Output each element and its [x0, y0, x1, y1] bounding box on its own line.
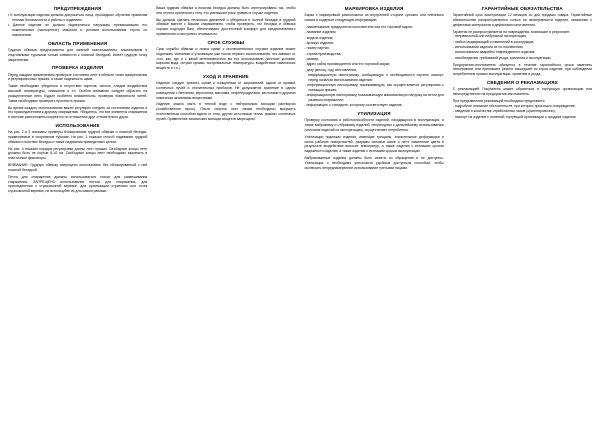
- list-item: - информационную пиктограмму, показывающую, как осуществляется регулировка с помощью пряжек;: [304, 83, 444, 92]
- marking-list: [305, 25, 444, 108]
- paragraph: Утилизации подлежат изделия, имеющие трещины, значительные деформации и износ рабочих поверхностей, разрывы силовых швов и лент, изменение цвета в результате воздействия высоких температур, а также изделия с истекшим сроком надежности изделия, а также изделия с истекшим сроком эксплуатации.: [304, 134, 444, 154]
- column-container: [8, 6, 592, 418]
- paragraph: ВНИМАНИЕ: Грудную обвязку запрещено использовать без сблокированной с ней поясной беседкой.: [8, 163, 148, 172]
- list-item: - дату (месяц, год) изготовления;: [304, 67, 357, 72]
- list-item: - использования изделия не по назначению;: [452, 45, 524, 50]
- column-1: [8, 6, 147, 418]
- section-heading-warnings: ПРЕДУПРЕЖДЕНИЯ: [53, 6, 102, 11]
- list-item: - адрес сайта производителя или его торговой марки;: [304, 62, 391, 67]
- claims-list: [453, 104, 592, 119]
- paragraph: С рекламацией Покупатель может обратиться в торгующую организацию или непосредственно на предприятие-изготовитель.: [452, 87, 592, 97]
- list-item: - подробное описание обстоятельств, при которых произошло повреждение;: [452, 103, 576, 108]
- list-item: - артикул изделия;: [304, 40, 334, 45]
- section-heading-claims: СВЕДЕНИЯ О РЕКЛАМАЦИЯХ: [486, 80, 558, 86]
- list-item: - номер партии;: [304, 46, 330, 51]
- list-item: - модель изделия;: [304, 35, 334, 40]
- list-item: - несоблюдения требований ухода, хранения и эксплуатации.: [452, 55, 552, 60]
- paragraph: Изделие следует хранить сухим и очищенным от загрязнений, вдали от прямых солнечных лучей и отопительных приборов. Не допускается хранение в одном помещении с бензином, керосином, маслами, нефтепродуктами, кислотами и другими химически активными веществами.: [156, 81, 296, 100]
- section-heading-care-storage: УХОД И ХРАНЕНИЕ: [202, 74, 249, 80]
- section-heading-scope: ОБЛАСТЬ ПРИМЕНЕНИЯ: [47, 40, 108, 46]
- paragraph: Гарантия не распространяется на повреждения, возникшие в результате:: [452, 29, 571, 34]
- paragraph: При предъявлении рекламаций необходимо представить:: [452, 99, 546, 104]
- paragraph: На рис. 2 и 3 показаны примеры блокирования грудной обвязки и поясной беседки, применяемые в спортивном туризме. На рис. 1 показан способ надевания грудной обвязки и поясных беседок и также надевания приведенных целом.: [8, 130, 148, 144]
- section-heading-disposal: УТИЛИЗАЦИЯ: [357, 111, 391, 117]
- paragraph: • К эксплуатации изделия должны допускаться лица, прошедшие обучение правилам техники безопасности и работы с изделием.: [8, 13, 148, 22]
- list-item: - размер;: [304, 56, 320, 61]
- paragraph: Изделие можно мыть в теплой воде с нейтральным моющим раствором (хозяйственное мыло). После очистки лист лямки необходимо высушить естественным способом вдали от огня, других источников тепла, прямых солнечных лучей. Применение химических моющих веществ запрещено!: [156, 102, 296, 121]
- list-item: - название изделия;: [304, 30, 337, 35]
- column-4: [453, 6, 592, 418]
- list-item: - информацию о стандарте, которому соответствует изделие.: [304, 103, 403, 108]
- list-item: - любых модификаций и изменений в конструкции;: [452, 39, 535, 44]
- column-3: [305, 6, 444, 418]
- paragraph: • Данное изделие не должно подвергаться нагрузкам, превышающим его номинальные (паспортные) значения и условия использования строго по назначению.: [8, 23, 148, 37]
- section-heading-inspection: ПРОВЕРКА ИЗДЕЛИЯ: [51, 65, 104, 71]
- paragraph: Во время каждого использования важно регулярно следить за состоянием изделия и его присоединением к другому снаряжению. Убедитесь, что все элементы снаряжения в системе расположены корректно по отношению друг относительно друга.: [8, 105, 148, 120]
- warnings-list: [8, 13, 147, 37]
- list-item: - наименование предприятия-изготовителя или его торговой марки;: [304, 24, 413, 29]
- list-item: - паспорт на изделие с отметкой торгующей организации о продаже изделия.: [452, 114, 577, 119]
- list-item: - информационную пиктограмму, показывающую максимальную нагрузку на петли для развески снаряжения;: [304, 93, 444, 102]
- list-item: - использования аварийно поврежденного изделия;: [452, 50, 536, 55]
- list-item: - сведения о количестве отработанных часов (ориентировочно);: [452, 109, 556, 114]
- list-item: - информационную пиктограмму, сообщающую о необходимости изучить паспорт перед началом использования изделия;: [304, 73, 444, 82]
- warranty-exclusions-list: [453, 34, 592, 60]
- paragraph: Срок службы обвязки и пояса сумки с исключительных случаях изделие может подлежать списанию и утилизации уже после первого использования, это зависит от того, как, где и с какой интенсивностью вы его использовали (жесткие условия, морская вода, острые кромки, экстремальные температуры, воздействие химических веществ и т.п.).: [156, 47, 296, 71]
- paragraph: Проверку состояния и работоспособности изделий, находящихся в эксплуатации, а также выбраковку и отбраковку изделий, непригодных к дальнейшему использованию (списание изделий из эксплуатации), осуществляет потребитель.: [304, 118, 444, 132]
- paragraph: Выбракованные изделия должны быть изъяты из обращения и не доступны. Утилизация и необходимо уничтожить удобным доступным способом, чтобы исключить непреднамеренное использование третьими лицами.: [304, 156, 444, 170]
- paragraph: Бирка с маркировкой расположена на внутренней стороне сухожно или плечевого охвата и содержит следующую информацию:: [304, 13, 444, 22]
- list-item: - страна производства;: [304, 51, 342, 56]
- paragraph: Гарантийный срок эксплуатации 12 месяцев со дня продажи товара. Гарантийные обязательства распространяются только на неисправности изделия, связанные с дефектами материалов и дефектами изготовления.: [452, 13, 592, 27]
- section-heading-warranty: ГАРАНТИЙНЫЕ ОБЯЗАТЕЛЬСТВА: [481, 6, 563, 11]
- column-2: [156, 6, 295, 418]
- paragraph: Петли для снаряжения должны использоваться только для развешивания снаряжения. ЗАПРЕЩЕНО использование петель для снаряжения, для присоединения к страховочной веревке, для организации страховки или точек страховочной веревки, не используйте их для самостраховки.: [8, 174, 148, 194]
- paragraph: На рис. 4 показан порядок регулировки длины лент пряжки. Свободные концы лент должны быть не короче 8-10 см. Свободные концы лент необходимо закрепить в эластичные фиксаторы.: [8, 146, 148, 161]
- section-heading-service-life: СРОК СЛУЖБЫ: [207, 39, 245, 45]
- paragraph: Ваша грудная обвязка и поясная беседка должны быть отрегулированы так, чтобы они плотно прилегали к телу, это уменьшает риск травмы в случае падения.: [156, 6, 296, 15]
- list-item: - неправильной или небрежной эксплуатации;: [452, 34, 527, 39]
- paragraph: Перед каждым применением проверьте состояние лент в области точек прикрепления и регулировочных пряжек, а также надежность швов.: [8, 72, 148, 82]
- section-heading-usage: ИСПОЛЬЗОВАНИЕ: [55, 122, 100, 128]
- paragraph: Грудная обвязка предназначена для занятий скалолазанием, альпинизмом и спортивными туризмом только совместно с поясной беседкой. Имеет грудную точку закрепления.: [8, 48, 148, 62]
- paragraph: Предприятие-изготовитель обязуется в течение гарантийного срока заменить неисправное или принявшее ремонт вышедшее из строя изделие, при соблюдении потребителем правил эксплуатации, хранения и ухода.: [452, 62, 592, 77]
- paragraph: Также необходимо убедиться в отсутствии порезов, износа, следов воздействия высокой температуры, химикатов и т.п. Особое внимание следует обратить на расщепленные нити. Будьте особенно внимательны, проверяя поверхности нитей. Также необходимо проверить прочность пряжек.: [8, 84, 148, 103]
- paragraph: Вы должны сделать несколько движений и убедиться в полной беседке в грудной обвязке вместе с Вашим снаряжением, чтобы проверить, что беседка и обвязка хорошо подходят Вам, обеспечивают достаточный комфорт для предполагаемого применения и настроены оптимально.: [156, 17, 296, 36]
- section-heading-marking: МАРКИРОВКА ИЗДЕЛИЯ: [344, 6, 404, 11]
